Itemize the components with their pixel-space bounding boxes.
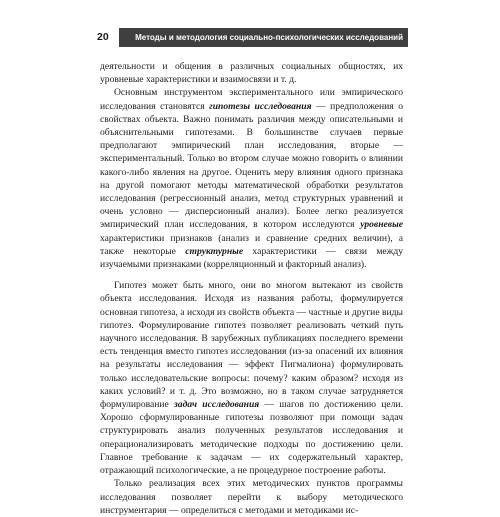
text-run: характеристики признаков (анализ и сравнение средних величин), а также некоторые <box>100 232 403 257</box>
running-header <box>97 28 408 47</box>
emphasized-term: структурные <box>185 245 244 257</box>
text-run: — предположения о свойствах объекта. Важно понимать различия между описательными и объяснительными гипотезами. В большинстве случаев первые предполагают эмпирический план исследования, вторые — экспериментальный. Только во втором случае можно говорить о влиянии какого-либо явления на другое. Оценить меру влияния одного признака на другой помогают методы математической обработки результатов исследования (регрессионный анализ, метод структурных уравнений и очень условно — дисперсионный анализ). Более легко реализуется эмпирический план исследования, в котором исследуются <box>100 100 403 231</box>
page-body <box>100 60 403 517</box>
paragraph <box>100 60 403 86</box>
text-run: Только реализация всех этих методических пунктов программы исследования позволяет перейти к выбору методического инструментария — определиться с методами и методиками ис- <box>100 478 403 516</box>
paragraph <box>100 86 403 271</box>
text-run: Основным инструментом экспериментального или эмпирического исследования становятся <box>100 87 403 112</box>
text-run: деятельности и общения в различных социальных общностях, их уровневые характеристики и взаимосвязи и т. д. <box>100 61 403 86</box>
running-title: Методы и методология социально-психологических исследований <box>119 28 408 47</box>
emphasized-term: уровневые <box>360 219 403 231</box>
emphasized-term: задач исследования <box>174 399 260 411</box>
text-run: характеристики — связи между изучаемыми признаками (корреляционный и факторный анализ). <box>100 245 403 271</box>
page-number: 20 <box>97 31 109 43</box>
paragraph <box>100 477 403 517</box>
text-run: — шагов по достижению цели. Хорошо сформулированные гипотезы позволяют при помощи задач структурировать анализ полученных результатов исследования и операционализировать методические подходы по достижению цели. Главное требование к задачам — их содержательный характер, отражающий психологические, а не процедурное построение работы. <box>100 399 403 477</box>
text-run: Гипотез может быть много, они во многом вытекают из свойств объекта исследования. Исходя из названия работы, формулируется основная гипотеза, а исходя из свойств объекта — частные и другие виды гипотез. Формулирование гипотез позволяет реализовать четкий путь научного исследования. В зарубежных публикациях последнего времени есть тенденция вместо гипотез исследования (из-за опасений их влияния на результаты исследования — эффект Пигмалиона) формулировать только исследовательские вопросы: почему? каким образом? исходя из каких условий? и т. д. Это возможно, но в таком случае затрудняется формулирование <box>100 280 403 411</box>
emphasized-term: гипотезы исследования <box>209 100 312 112</box>
paragraph <box>100 279 403 477</box>
